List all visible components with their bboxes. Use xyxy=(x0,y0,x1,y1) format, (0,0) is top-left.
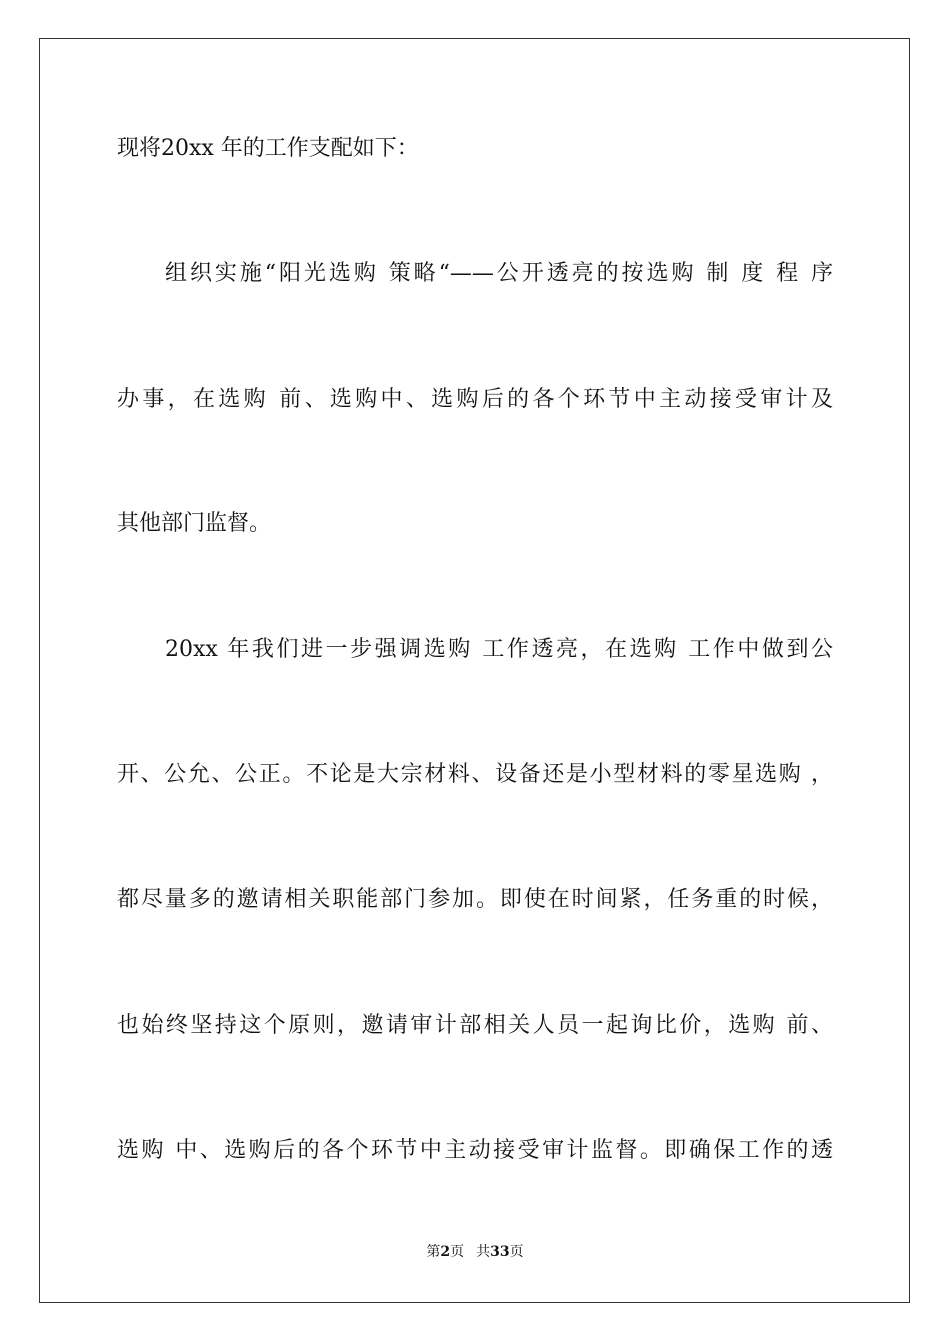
body-line-7: 都尽量多的邀请相关职能部门参加。即使在时间紧，任务重的时候， xyxy=(117,887,833,912)
page-footer xyxy=(0,1242,950,1262)
body-line-9: 选购 中、选购后的各个环节中主动接受审计监督。即确保工作的透 xyxy=(117,1138,833,1163)
footer-page-number: 2 xyxy=(440,1244,451,1260)
page-border xyxy=(39,38,910,1303)
footer-page-suffix: 页 xyxy=(450,1244,465,1260)
body-line-2: 组织实施“阳光选购 策略“——公开透亮的按选购 制 度 程 序 xyxy=(165,261,833,286)
footer-page-prefix: 第 xyxy=(426,1244,441,1260)
body-line-5: 20xx 年我们进一步强调选购 工作透亮，在选购 工作中做到公 xyxy=(165,637,833,662)
body-line-8: 也始终坚持这个原则，邀请审计部相关人员一起询比价，选购 前、 xyxy=(117,1013,833,1038)
body-line-4: 其他部门监督。 xyxy=(117,511,272,536)
footer-total-suffix: 页 xyxy=(509,1244,524,1260)
footer-total-prefix: 共 xyxy=(476,1244,491,1260)
footer-total-pages: 33 xyxy=(490,1244,510,1260)
body-line-6: 开、公允、公正。不论是大宗材料、设备还是小型材料的零星选购 ， xyxy=(117,762,833,787)
body-line-1: 现将20xx 年的工作支配如下： xyxy=(117,136,419,161)
body-line-3: 办事，在选购 前、选购中、选购后的各个环节中主动接受审计及 xyxy=(117,387,833,412)
